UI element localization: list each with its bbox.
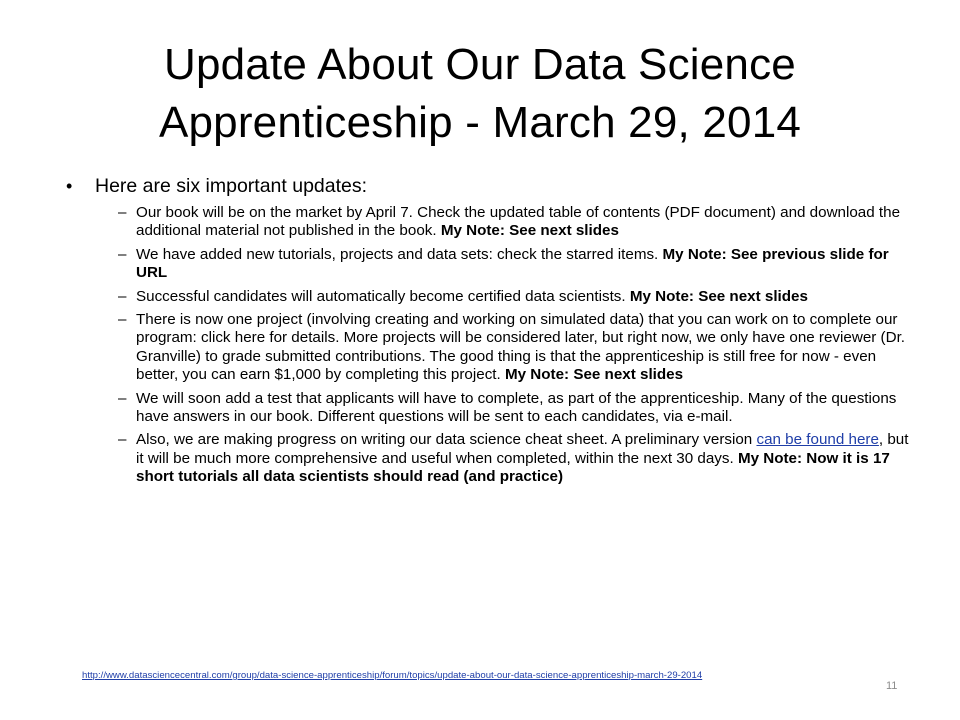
cheat-sheet-link[interactable]: can be found here bbox=[756, 431, 879, 449]
update-item-6 bbox=[118, 431, 916, 486]
update-note: My Note: See next slides bbox=[629, 287, 808, 305]
update-text: We have added new tutorials, projects and data sets: check the starred items. bbox=[136, 245, 659, 263]
update-note: My Note: See next slides bbox=[504, 366, 684, 384]
update-item-4 bbox=[118, 311, 916, 385]
update-item-3 bbox=[118, 288, 916, 306]
dash-icon: – bbox=[118, 431, 127, 449]
bullet-icon: • bbox=[66, 176, 73, 196]
source-url-link[interactable]: http://www.datasciencecentral.com/group/data-science-apprenticeship/forum/topics/update-about-our-data-science-apprenticeship-march-29-2014 bbox=[82, 670, 703, 681]
update-item-1 bbox=[118, 204, 916, 241]
intro-bullet bbox=[66, 174, 916, 198]
slide-title bbox=[60, 36, 900, 152]
updates-list bbox=[118, 204, 916, 487]
intro-bullet-text: Here are six important updates: bbox=[95, 175, 368, 197]
dash-icon: – bbox=[118, 311, 127, 329]
dash-icon: – bbox=[118, 287, 127, 305]
update-text: Our book will be on the market by April 7. Check the updated table of contents (PDF document) and download the additional material not published in the book. bbox=[136, 204, 901, 240]
dash-icon: – bbox=[118, 389, 127, 407]
slide-number: 11 bbox=[886, 680, 898, 692]
update-note: My Note: See next slides bbox=[440, 222, 619, 240]
update-text-after-link: , but it will be much more comprehensive and useful when completed, within the next 30 days. bbox=[136, 431, 909, 467]
slide-body bbox=[66, 174, 916, 492]
update-item-5 bbox=[118, 390, 916, 427]
update-note: My Note: See previous slide for URL bbox=[136, 245, 889, 282]
dash-icon: – bbox=[118, 245, 127, 263]
dash-icon: – bbox=[118, 204, 127, 221]
update-text: There is now one project (involving creating and working on simulated data) that you can work on to complete our program: click here for details. More projects will be considered later, but right now, we only have one reviewer (Dr. Granville) to grade submitted contributions. The good thing is that the apprenticeship is still free for now - even better, you can earn $1,000 by completing this project. bbox=[136, 311, 906, 384]
update-text-before-link: Also, we are making progress on writing our data science cheat sheet. A preliminary version bbox=[136, 431, 757, 449]
update-item-2 bbox=[118, 246, 916, 283]
update-text: Successful candidates will automatically become certified data scientists. bbox=[136, 287, 626, 305]
update-note: My Note: Now it is 17 short tutorials all data scientists should read (and practice) bbox=[136, 449, 890, 486]
slide-title-line-1: Update About Our Data Science bbox=[164, 40, 796, 89]
update-text: We will soon add a test that applicants will have to complete, as part of the apprenticeship. Many of the questions have answers in our book. Different questions will be sent to each candidates, via e-mail. bbox=[136, 389, 897, 426]
slide-title-line-2: Apprenticeship - March 29, 2014 bbox=[158, 98, 802, 147]
